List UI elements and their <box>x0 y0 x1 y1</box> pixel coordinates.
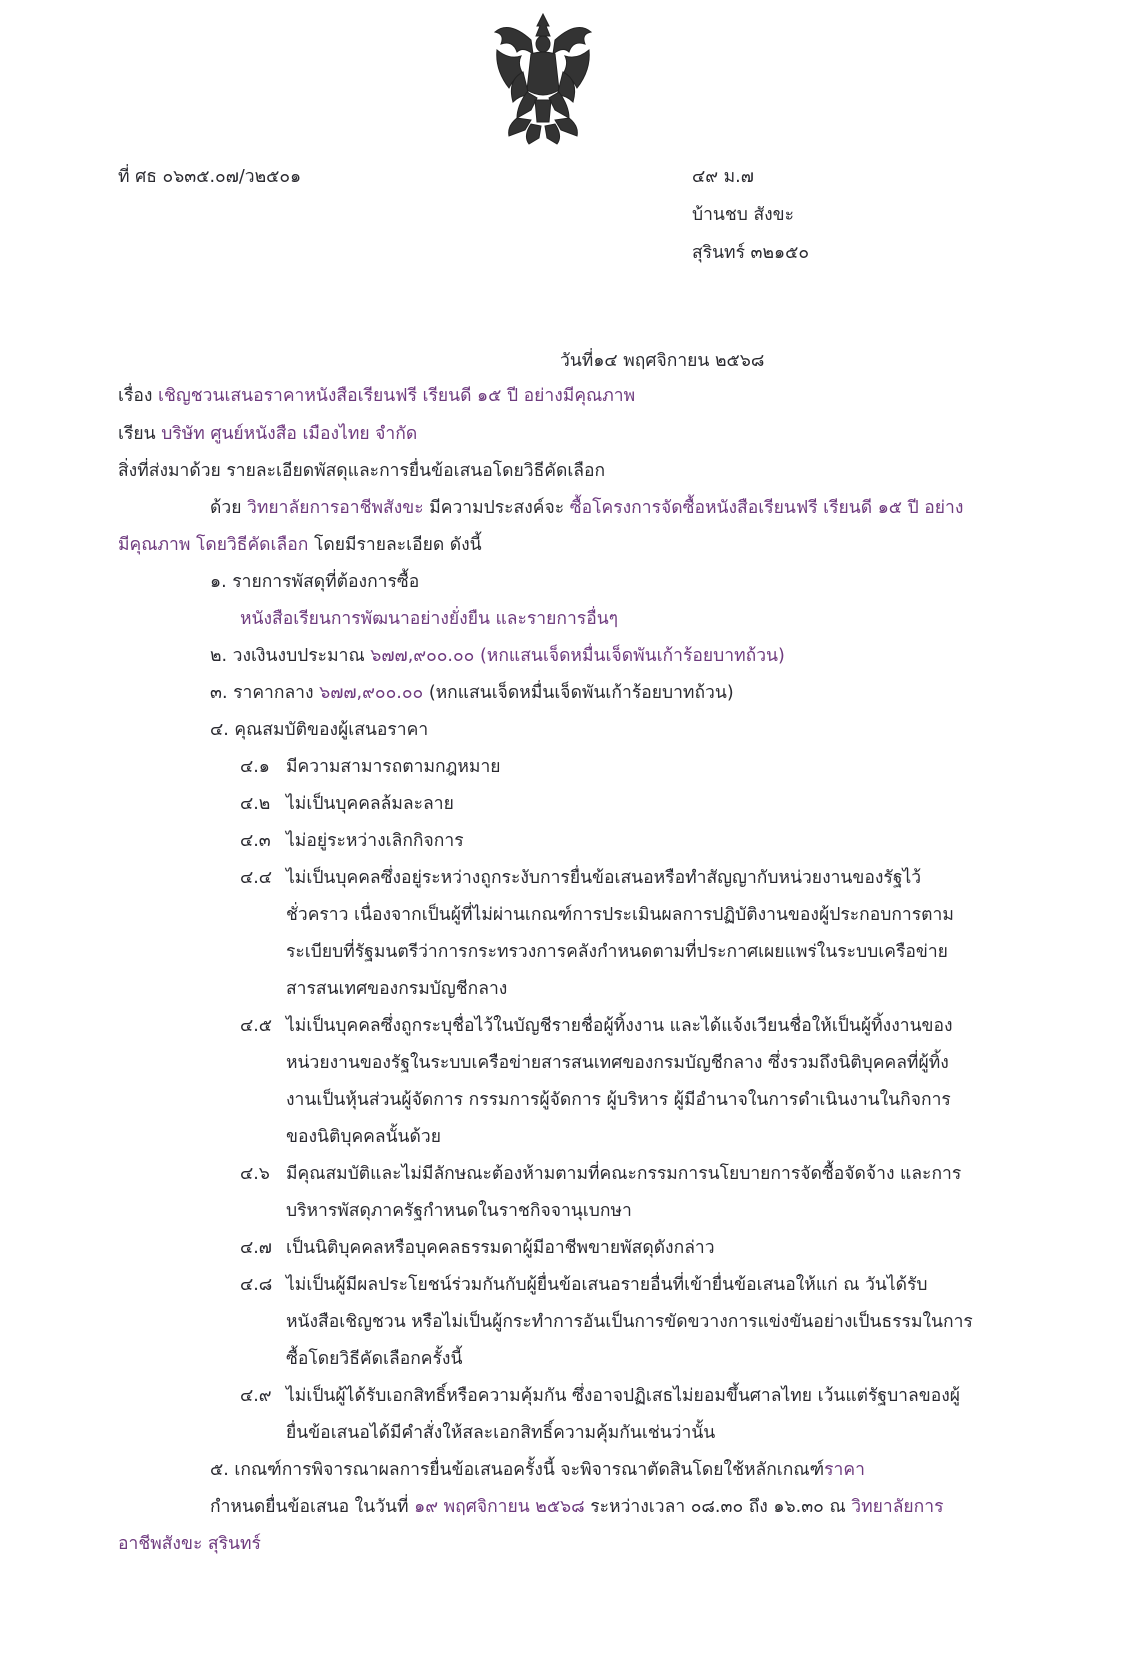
address-line-3: สุรินทร์ ๓๒๑๕๐ <box>692 243 810 263</box>
deadline-place-1: วิทยาลัยการ <box>851 1497 944 1517</box>
criteria-price: ราคา <box>824 1460 865 1480</box>
qualification-4-6-number: ๔.๖ <box>240 1164 270 1184</box>
budget-label: ๒. วงเงินงบประมาณ <box>210 646 365 666</box>
intro-text-1: ด้วย <box>210 498 242 518</box>
deadline-date: ๑๙ พฤศจิกายน ๒๕๖๘ <box>414 1497 585 1517</box>
intro-line-1 <box>210 496 963 520</box>
qualification-4-6-line-1: มีคุณสมบัติและไม่มีลักษณะต้องห้ามตามที่คณะกรรมการนโยบายการจัดซื้อจัดจ้าง และการ <box>286 1164 962 1184</box>
qualification-4-4-line-1: ไม่เป็นบุคคลซึ่งอยู่ระหว่างถูกระงับการยื่นข้อเสนอหรือทำสัญญากับหน่วยงานของรัฐไว้ <box>286 868 922 888</box>
deadline-time-start: ๐๘.๓๐ <box>690 1497 744 1517</box>
qualification-4-4-number: ๔.๔ <box>240 868 273 888</box>
criteria-text: ๕. เกณฑ์การพิจารณาผลการยื่นข้อเสนอครั้งนี้ จะพิจารณาตัดสินโดยใช้หลักเกณฑ์ <box>210 1460 825 1480</box>
budget-amount: ๖๗๗,๙๐๐.๐๐ <box>370 646 475 666</box>
deadline-text-4: ณ <box>829 1497 846 1517</box>
item-1-title: ๑. รายการพัสดุที่ต้องการซื้อ <box>210 572 420 592</box>
intro-org: วิทยาลัยการอาชีพสังขะ <box>247 498 424 518</box>
item-1-detail: หนังสือเรียนการพัฒนาอย่างยั่งยืน และรายการอื่นๆ <box>240 609 619 629</box>
qualification-4-6-line-2: บริหารพัสดุภาครัฐกำหนดในราชกิจจานุเบกษา <box>286 1201 632 1221</box>
qualification-4-4-line-3: ระเบียบที่รัฐมนตรีว่าการกระทรวงการคลังกำหนดตามที่ประกาศเผยแพร่ในระบบเครือข่าย <box>286 942 948 962</box>
intro-project: ซื้อโครงการจัดซื้อหนังสือเรียนฟรี เรียนดี ๑๕ ปี อย่าง <box>569 498 964 518</box>
qualification-4-7-text: เป็นนิติบุคคลหรือบุคคลธรรมดาผู้มีอาชีพขายพัสดุดังกล่าว <box>286 1238 715 1258</box>
intro-text-2: มีความประสงค์จะ <box>429 498 565 518</box>
address-line-1: ๔๙ ม.๗ <box>692 167 754 187</box>
deadline-text-1: กำหนดยื่นข้อเสนอ ในวันที่ <box>210 1497 409 1517</box>
reference-number <box>118 162 301 190</box>
qualification-4-3-text: ไม่อยู่ระหว่างเลิกกิจการ <box>286 831 464 851</box>
qualification-4-9-number: ๔.๙ <box>240 1386 272 1406</box>
intro-text-3: โดยมีรายละเอียด ดังนี้ <box>313 535 482 555</box>
deadline-text-3: ถึง <box>748 1497 768 1517</box>
letter-date <box>560 346 764 374</box>
address-line-2: บ้านชบ สังขะ <box>692 205 795 225</box>
qualification-4-9-line-1: ไม่เป็นผู้ได้รับเอกสิทธิ์หรือความคุ้มกัน ซึ่งอาจปฏิเสธไม่ยอมขึ้นศาลไทย เว้นแต่รัฐบาลของผู้ <box>286 1386 960 1406</box>
qualification-4-4-line-2: ชั่วคราว เนื่องจากเป็นผู้ที่ไม่ผ่านเกณฑ์การประเมินผลการปฏิบัติงานของผู้ประกอบการตาม <box>286 905 954 925</box>
intro-method: มีคุณภาพ โดยวิธีคัดเลือก <box>118 535 309 555</box>
reference-label: ที่ <box>118 167 130 187</box>
deadline-time-end: ๑๖.๓๐ <box>773 1497 824 1517</box>
qualification-4-2-text: ไม่เป็นบุคคลล้มละลาย <box>286 794 454 814</box>
recipient-label: เรียน <box>118 424 156 444</box>
qualification-4-5-line-1: ไม่เป็นบุคคลซึ่งถูกระบุชื่อไว้ในบัญชีรายชื่อผู้ทิ้งงาน และได้แจ้งเวียนชื่อให้เป็นผู้ทิ้งงานของ <box>286 1016 953 1036</box>
garuda-emblem-icon <box>487 10 599 148</box>
qualification-4-1-number: ๔.๑ <box>240 757 270 777</box>
deadline-line-1 <box>210 1495 944 1519</box>
item-4-title: ๔. คุณสมบัติของผู้เสนอราคา <box>210 720 429 740</box>
qualification-4-8-number: ๔.๘ <box>240 1275 273 1295</box>
deadline-place-2: อาชีพสังขะ สุรินทร์ <box>118 1534 261 1554</box>
qualification-4-8-line-2: หนังสือเชิญชวน หรือไม่เป็นผู้กระทำการอันเป็นการขัดขวางการแข่งขันอย่างเป็นธรรมในการ <box>286 1312 973 1332</box>
qualification-4-2-number: ๔.๒ <box>240 794 271 814</box>
item-5-criteria <box>210 1458 865 1482</box>
qualification-4-5-number: ๔.๕ <box>240 1016 273 1036</box>
subject-text: เชิญชวนเสนอราคาหนังสือเรียนฟรี เรียนดี ๑๕ ปี อย่างมีคุณภาพ <box>158 386 636 406</box>
recipient-text: บริษัท ศูนย์หนังสือ เมืองไทย จำกัด <box>161 424 418 444</box>
enclosure-text: รายละเอียดพัสดุและการยื่นข้อเสนอโดยวิธีคัดเลือก <box>226 461 606 481</box>
qualification-4-1-text: มีความสามารถตามกฎหมาย <box>286 757 501 777</box>
median-price-label: ๓. ราคากลาง <box>210 683 314 703</box>
date-label: วันที่ <box>560 351 594 371</box>
enclosure-label: สิ่งที่ส่งมาด้วย <box>118 461 221 481</box>
qualification-4-5-line-4: ของนิติบุคคลนั้นด้วย <box>286 1127 441 1147</box>
item-2-budget <box>210 644 785 668</box>
qualification-4-8-line-1: ไม่เป็นผู้มีผลประโยชน์ร่วมกันกับผู้ยื่นข้อเสนอรายอื่นที่เข้ายื่นข้อเสนอให้แก่ ณ วันได้รับ <box>286 1275 928 1295</box>
reference-value: ศธ ๐๖๓๕.๐๗/ว๒๕๐๑ <box>135 167 302 187</box>
deadline-text-2: ระหว่างเวลา <box>590 1497 686 1517</box>
budget-words: (หกแสนเจ็ดหมื่นเจ็ดพันเก้าร้อยบาทถ้วน) <box>479 646 785 666</box>
date-value: ๑๔ พฤศจิกายน ๒๕๖๘ <box>593 351 765 371</box>
subject-line <box>118 384 635 408</box>
qualification-4-5-line-2: หน่วยงานของรัฐในระบบเครือข่ายสารสนเทศของกรมบัญชีกลาง ซึ่งรวมถึงนิติบุคคลที่ผู้ทิ้ง <box>286 1053 949 1073</box>
enclosure-line <box>118 459 605 483</box>
median-price-amount: ๖๗๗,๙๐๐.๐๐ <box>319 683 424 703</box>
qualification-4-3-number: ๔.๓ <box>240 831 271 851</box>
subject-label: เรื่อง <box>118 386 153 406</box>
recipient-line <box>118 422 417 446</box>
qualification-4-7-number: ๔.๗ <box>240 1238 272 1258</box>
median-price-words: (หกแสนเจ็ดหมื่นเจ็ดพันเก้าร้อยบาทถ้วน) <box>428 683 734 703</box>
qualification-4-9-line-2: ยื่นข้อเสนอได้มีคำสั่งให้สละเอกสิทธิ์ความคุ้มกันเช่นว่านั้น <box>286 1423 716 1443</box>
qualification-4-8-line-3: ซื้อโดยวิธีคัดเลือกครั้งนี้ <box>286 1349 463 1369</box>
qualification-4-4-line-4: สารสนเทศของกรมบัญชีกลาง <box>286 979 508 999</box>
item-3-median-price <box>210 681 734 705</box>
intro-line-2 <box>118 533 482 557</box>
qualification-4-5-line-3: งานเป็นหุ้นส่วนผู้จัดการ กรรมการผู้จัดการ ผู้บริหาร ผู้มีอำนาจในการดำเนินงานในกิจการ <box>286 1090 951 1110</box>
